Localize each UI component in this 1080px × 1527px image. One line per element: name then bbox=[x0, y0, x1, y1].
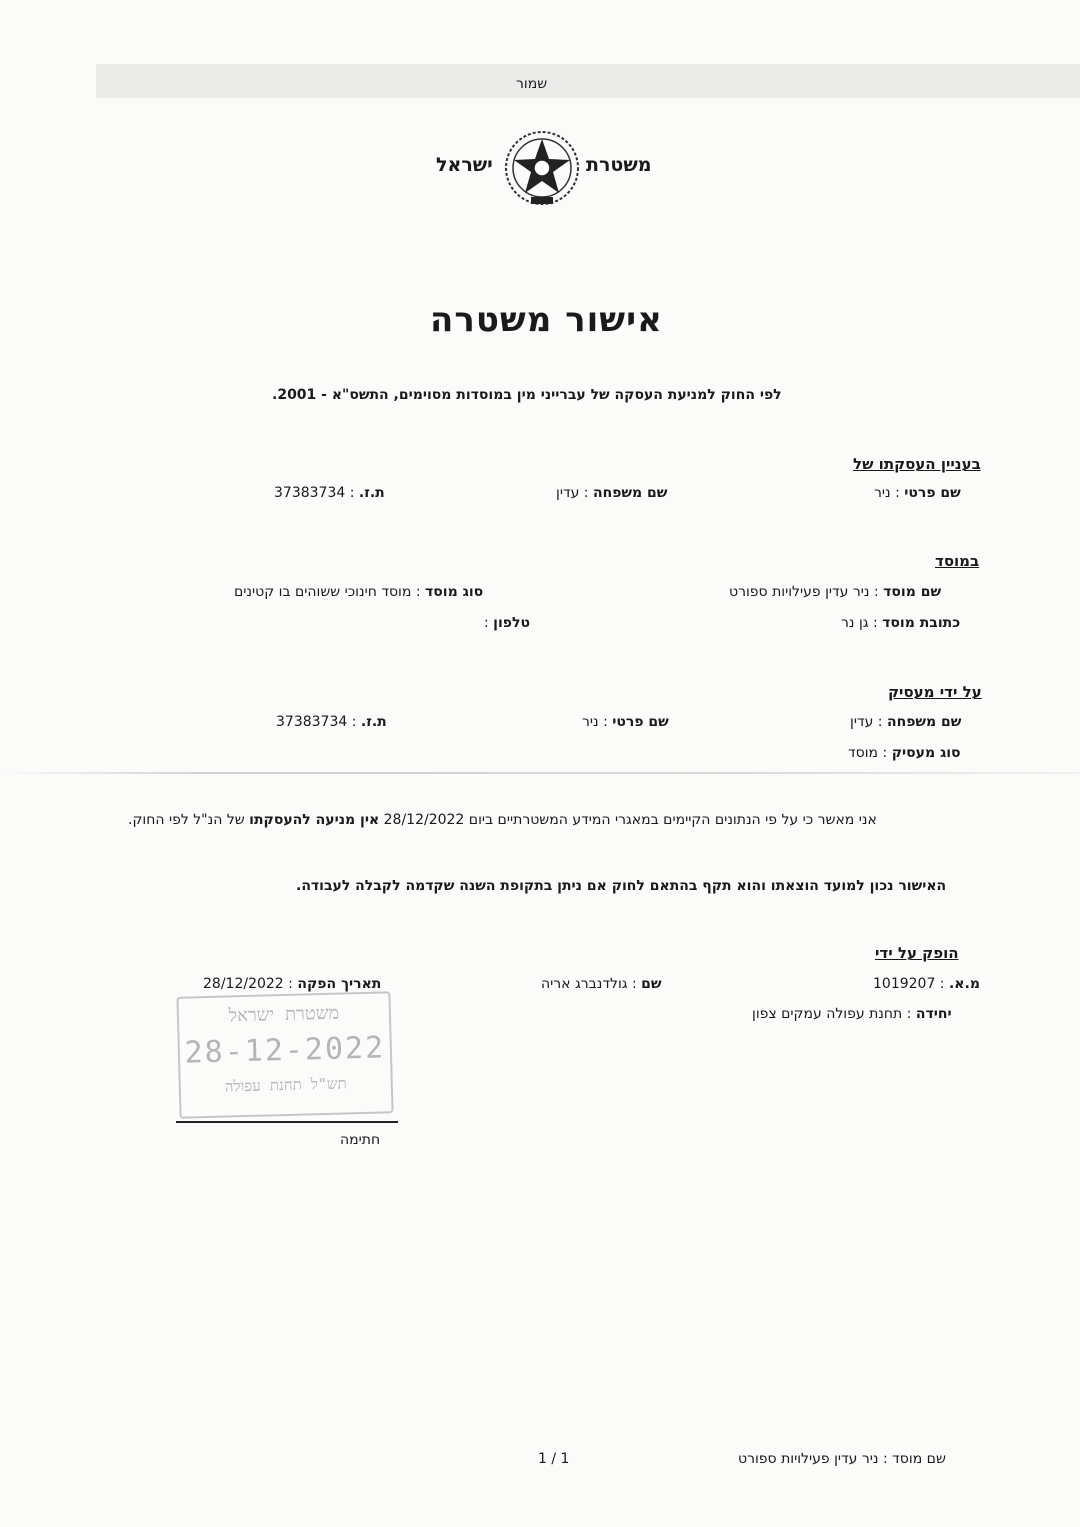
employer-first-name-field: שם פרטי : ניר bbox=[582, 714, 669, 730]
employee-id-field: ת.ז. : 37383734 bbox=[274, 485, 385, 501]
issuer-unit-field: יחידה : תחנת עפולה עמקים צפון bbox=[752, 1006, 952, 1022]
issue-date: 28/12/2022 bbox=[203, 976, 284, 992]
field-label: טלפון bbox=[493, 615, 530, 631]
org-name-left: ישראל bbox=[436, 154, 493, 176]
signature-label: חתימה bbox=[340, 1132, 381, 1148]
document-title: אישור משטרה bbox=[430, 300, 663, 340]
stamp-date: 28-12-2022 bbox=[184, 1030, 386, 1071]
institution-address-field: כתובת מוסד : גן נר bbox=[841, 615, 961, 631]
footer-institution-name: ניר עדין פעילויות ספורט bbox=[738, 1451, 879, 1467]
employer-id-field: ת.ז. : 37383734 bbox=[276, 714, 387, 730]
issuer-name: גולדנברג אריה bbox=[541, 976, 628, 992]
issuer-heading: הופק על ידי bbox=[875, 944, 959, 962]
employer-last-name: עדין bbox=[850, 714, 874, 730]
issuer-name-field: שם : גולדנברג אריה bbox=[541, 976, 662, 992]
employer-first-name: ניר bbox=[582, 714, 599, 730]
issuer-ma: 1019207 bbox=[873, 976, 936, 992]
employee-first-name-field: שם פרטי : ניר bbox=[874, 485, 961, 501]
field-label: סוג מעסיק bbox=[891, 745, 961, 761]
signature-line bbox=[176, 1121, 398, 1123]
classification-label: שמור bbox=[516, 76, 548, 92]
institution-name: ניר עדין פעילויות ספורט bbox=[729, 584, 870, 600]
stamp-line-1: משטרת ישראל bbox=[228, 1002, 340, 1027]
employer-last-name-field: שם משפחה : עדין bbox=[850, 714, 962, 730]
employee-id: 37383734 bbox=[274, 485, 346, 501]
police-emblem-icon bbox=[501, 127, 583, 209]
issuer-unit: תחנת עפולה עמקים צפון bbox=[752, 1006, 903, 1022]
field-label: ת.ז. bbox=[360, 714, 387, 730]
employer-heading: על ידי מעסיק bbox=[888, 683, 982, 701]
field-label: שם פרטי bbox=[612, 714, 669, 730]
issue-date-field: תאריך הפקה : 28/12/2022 bbox=[203, 976, 382, 992]
clearance-statement bbox=[128, 812, 877, 828]
statement-text-2: של הנ"ל לפי החוק. bbox=[128, 812, 245, 828]
page-number: 1 / 1 bbox=[538, 1451, 570, 1467]
employer-type: מוסד bbox=[848, 745, 879, 761]
org-name-right: משטרת bbox=[586, 154, 652, 176]
field-label: שם פרטי bbox=[904, 485, 961, 501]
employee-heading: בעניין העסקתו של bbox=[853, 455, 981, 473]
statement-text-1: אני מאשר כי על פי הנתונים הקיימים במאגרי המידע המשטרתיים ביום bbox=[468, 812, 877, 828]
field-label: סוג מוסד bbox=[425, 584, 484, 600]
field-label: יחידה bbox=[915, 1006, 952, 1022]
paper-fold-line bbox=[0, 772, 1080, 774]
field-label: שם משפחה bbox=[886, 714, 962, 730]
validity-statement: האישור נכון למועד הוצאתו והוא תקף בהתאם לחוק אם ניתן בתקופת השנה שקדמה לקבלה לעבודה. bbox=[296, 878, 947, 894]
statement-date: 28/12/2022 bbox=[383, 812, 465, 828]
institution-heading: במוסד bbox=[935, 552, 980, 570]
institution-address: גן נר bbox=[841, 615, 869, 631]
field-label: שם מוסד bbox=[883, 584, 942, 600]
institution-phone-field: טלפון : bbox=[484, 615, 530, 631]
institution-type-field: סוג מוסד : מוסד חינוכי ששוהים בו קטינים bbox=[234, 584, 484, 600]
employee-last-name-field: שם משפחה : עדין bbox=[556, 485, 668, 501]
field-label: ת.ז. bbox=[358, 485, 385, 501]
stamp-line-3: תש"ל תחנת עפולה bbox=[224, 1074, 347, 1096]
employee-first-name: ניר bbox=[874, 485, 891, 501]
footer-institution-label: שם מוסד bbox=[892, 1451, 946, 1467]
institution-name-field: שם מוסד : ניר עדין פעילויות ספורט bbox=[729, 584, 942, 600]
field-label: כתובת מוסד bbox=[882, 615, 961, 631]
institution-type: מוסד חינוכי ששוהים בו קטינים bbox=[234, 584, 412, 600]
police-station-stamp bbox=[176, 991, 393, 1119]
field-label: שם משפחה bbox=[592, 485, 668, 501]
statement-no-objection: אין מניעה להעסקתו bbox=[249, 812, 380, 828]
footer-institution: שם מוסד : ניר עדין פעילויות ספורט bbox=[738, 1451, 946, 1467]
employer-id: 37383734 bbox=[276, 714, 348, 730]
field-label: מ.א. bbox=[948, 976, 980, 992]
employee-last-name: עדין bbox=[556, 485, 580, 501]
law-reference: לפי החוק למניעת העסקה של עברייני מין במוסדות מסוימים, התשס"א - 2001. bbox=[272, 387, 782, 403]
top-gray-band bbox=[96, 64, 1080, 98]
field-label: שם bbox=[641, 976, 662, 992]
issuer-ma-field: מ.א. : 1019207 bbox=[873, 976, 980, 992]
employer-type-field: סוג מעסיק : מוסד bbox=[848, 745, 961, 761]
field-label: תאריך הפקה bbox=[297, 976, 382, 992]
